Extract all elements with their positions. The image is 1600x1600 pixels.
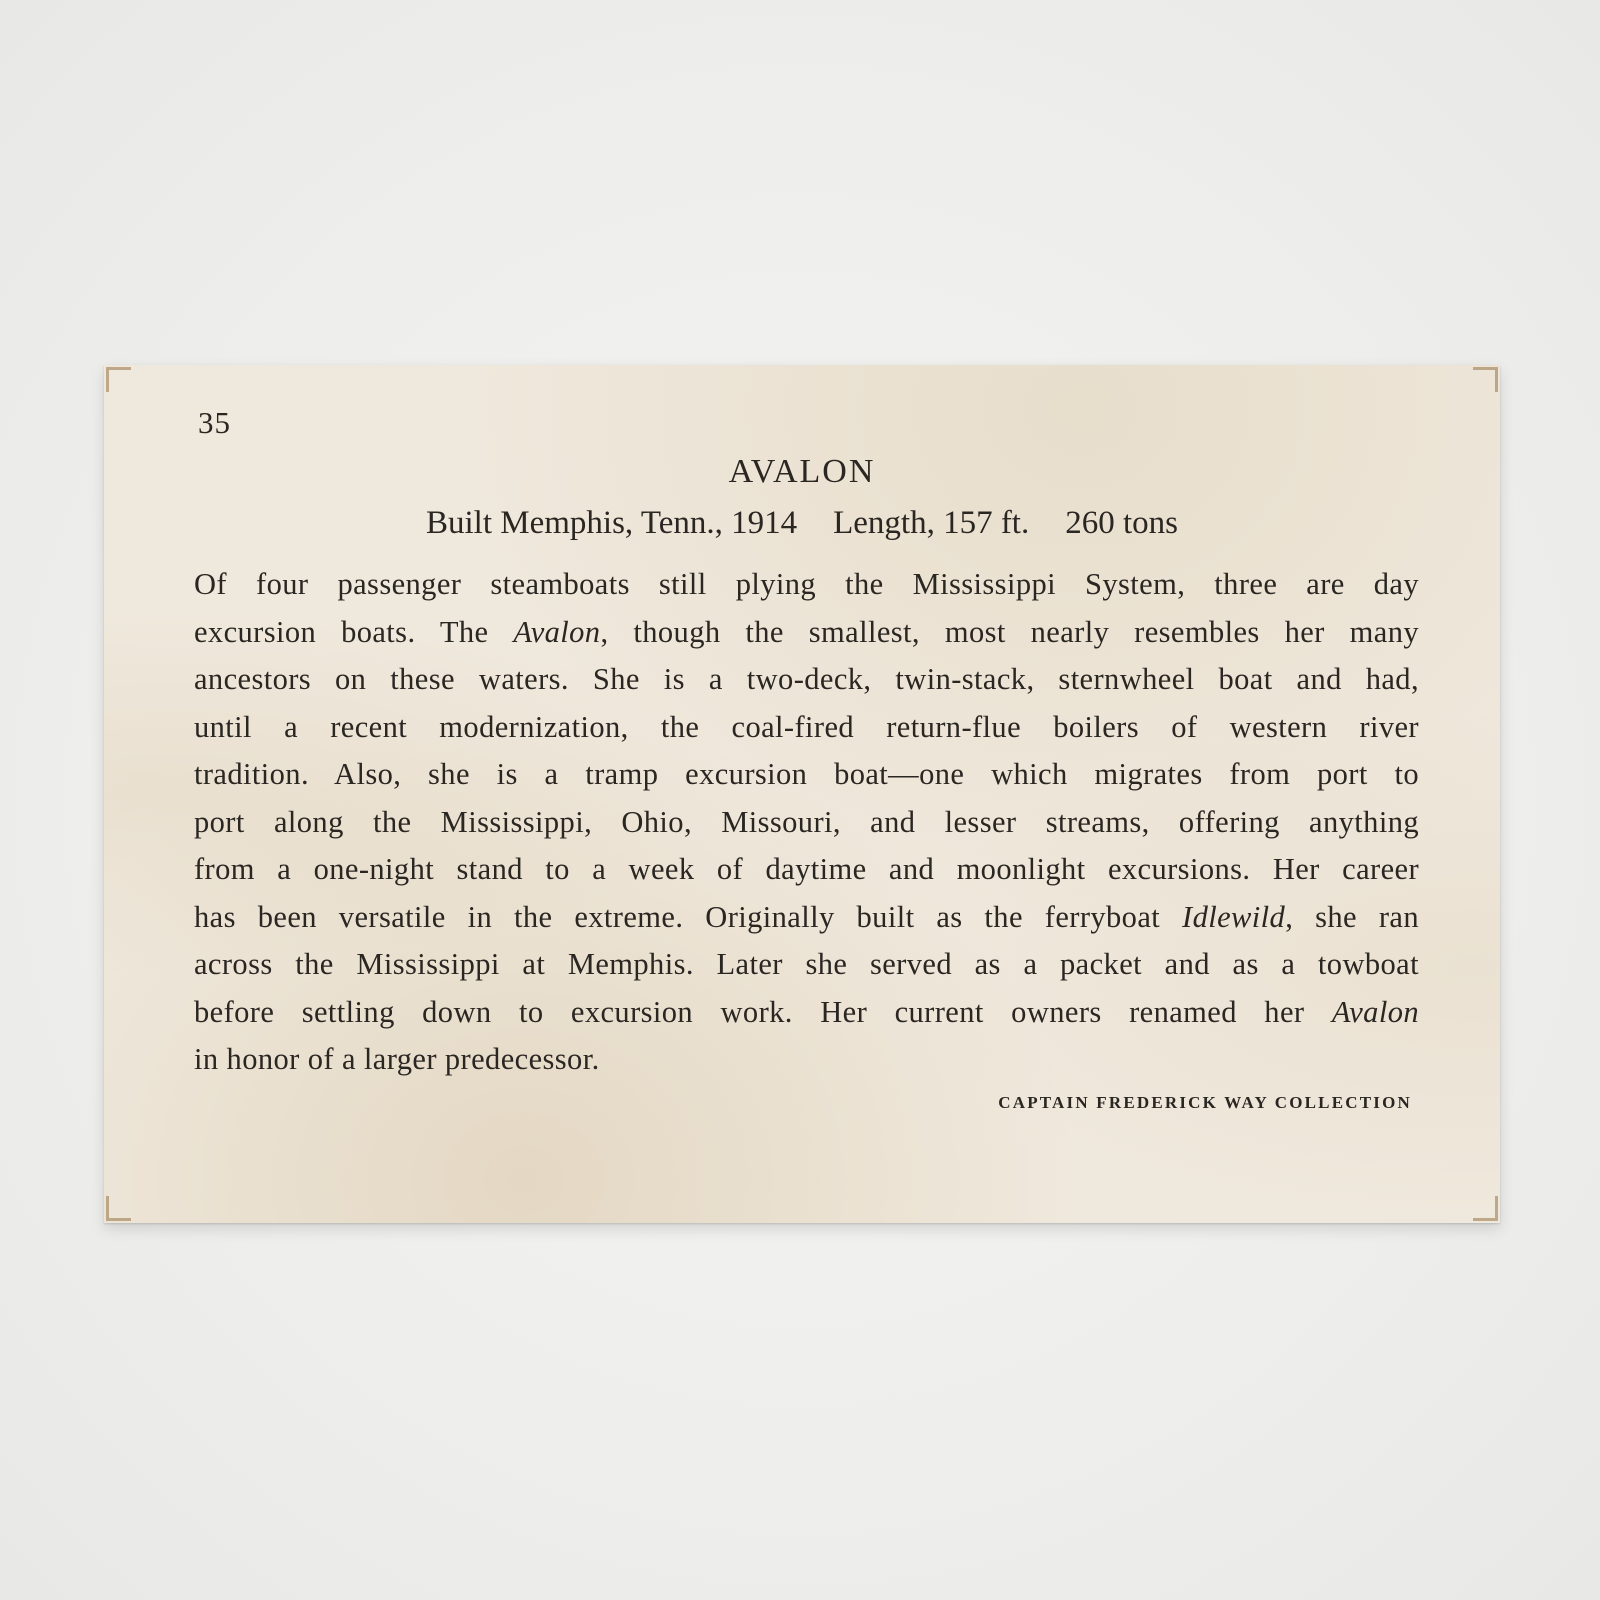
description [194,561,1419,1084]
spec-length: Length, 157 ft. [833,505,1030,541]
spec-built: Built Memphis, Tenn., 1914 [426,505,798,541]
ship-name-italic: Avalon [513,614,601,649]
ship-name-italic: Idlewild [1182,899,1286,934]
description-line: from a one-night stand to a week of daytime and moonlight excursions. Her career [194,852,1419,886]
card-number: 35 [198,405,231,440]
description-line: across the Mississippi at Memphis. Later she served as a packet and as a towboat [194,947,1419,981]
corner-mount-top-left [106,367,131,392]
ship-name-italic: Avalon [1331,994,1419,1029]
collection-credit: CAPTAIN FREDERICK WAY COLLECTION [998,1093,1412,1112]
description-line: port along the Mississippi, Ohio, Missouri, and lesser streams, offering anything [194,804,1419,839]
description-line: has been versatile in the extreme. Originally built as the ferryboat Idlewild, she ran [194,899,1419,934]
corner-mount-bottom-left [106,1196,131,1221]
description-line: excursion boats. The Avalon, though the smallest, most nearly resembles her many [194,614,1419,649]
description-line: tradition. Also, she is a tramp excursion boat—one which migrates from port to [194,757,1419,791]
description-line: Of four passenger steamboats still plying the Mississippi System, three are day [194,567,1419,601]
steamboat-card [104,365,1500,1223]
corner-mount-top-right [1473,367,1498,392]
description-line: ancestors on these waters. She is a two-deck, twin-stack, sternwheel boat and had, [194,662,1419,696]
corner-mount-bottom-right [1473,1196,1498,1221]
description-line: before settling down to excursion work. Her current owners renamed her Avalon [194,994,1419,1029]
spec-line [104,505,1500,542]
description-line: until a recent modernization, the coal-fired return-flue boilers of western river [194,709,1419,744]
description-line: in honor of a larger predecessor. [194,1042,600,1076]
spec-tonnage: 260 tons [1065,505,1178,541]
card-title: AVALON [728,453,876,490]
